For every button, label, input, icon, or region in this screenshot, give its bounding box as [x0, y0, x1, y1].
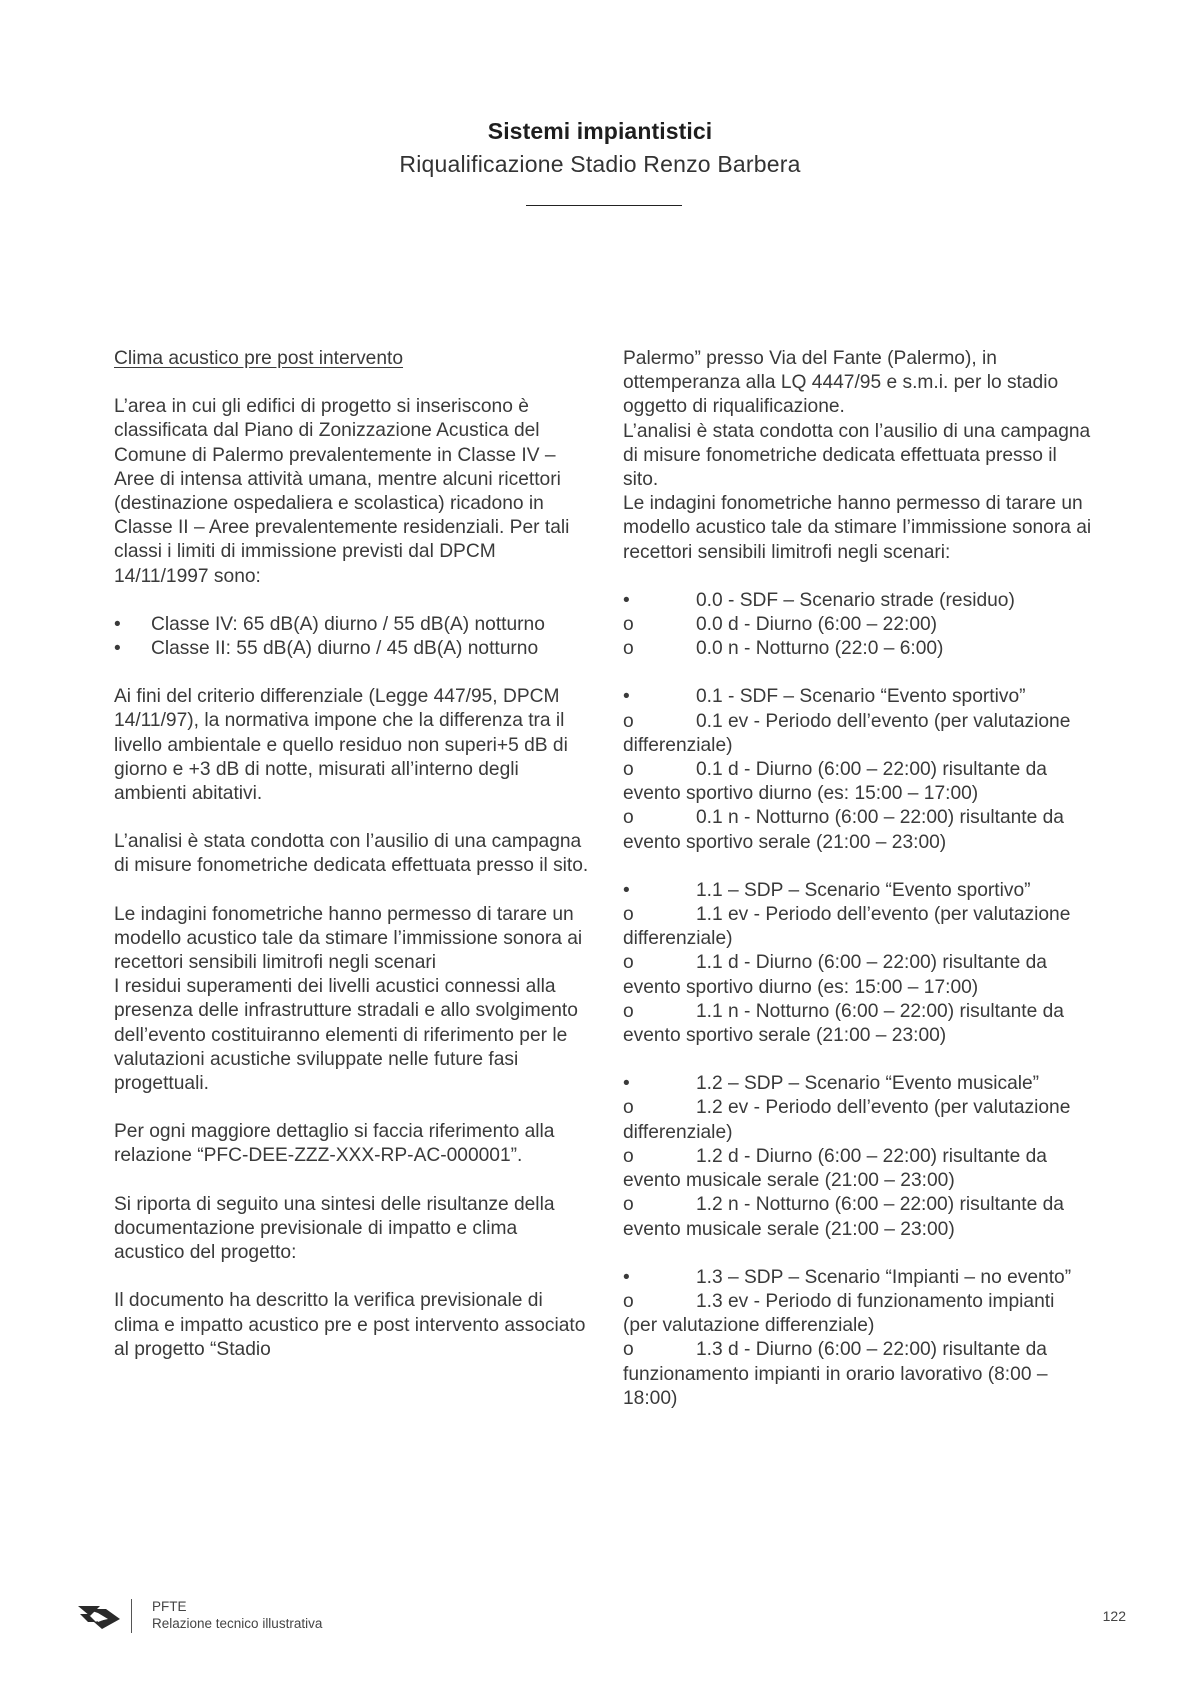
paragraph-model: Le indagini fonometriche hanno permesso di tarare un modello acustico tale da stimare l’immissione sonora ai recettori sensibili limitrofi negli scenari — [114, 903, 583, 974]
scenario-text: 1.2 ev - Periodo dell’evento (per valutazione differenziale) — [623, 1097, 1071, 1143]
scenario-line — [623, 903, 1093, 951]
scenario-line — [623, 685, 1093, 709]
paragraph-analysis-repeat: L’analisi è stata condotta con l’ausilio di una campagna di misure fonometriche dedicata effettuata presso il sito. — [623, 420, 1091, 491]
scenario-line — [623, 758, 1093, 806]
list-item-text: Classe II: 55 dB(A) diurno / 45 dB(A) notturno — [151, 638, 539, 660]
sub-bullet-mark: o — [623, 638, 634, 660]
class-limits-list — [114, 613, 592, 661]
scenario-text: 1.2 n - Notturno (6:00 – 22:00) risultante da evento musicale serale (21:00 – 23:00) — [623, 1194, 1064, 1240]
scenario-text: 0.0 n - Notturno (22:0 – 6:00) — [696, 638, 944, 660]
page-header — [0, 118, 1200, 178]
scenario-line — [623, 613, 1093, 637]
scenario-line — [623, 1145, 1093, 1193]
sub-bullet-mark: o — [623, 1145, 634, 1167]
scenario-text: 1.3 ev - Periodo di funzionamento impianti (per valutazione differenziale) — [623, 1290, 1055, 1337]
header-divider — [526, 205, 682, 206]
footer-doc-code: PFTE — [152, 1599, 187, 1614]
sub-bullet-mark: o — [623, 1290, 634, 1312]
page-title: Sistemi impiantistici — [487, 118, 713, 144]
sub-bullet-mark: o — [623, 952, 634, 974]
scenario-line — [623, 1290, 1093, 1338]
scenario-text: 1.3 d - Diurno (6:00 – 22:00) risultante da funzionamento impianti in orario lavorativo (8:00 – 18:00) — [623, 1339, 1048, 1409]
scenario-line — [623, 806, 1093, 854]
scenario-line — [623, 1072, 1093, 1096]
stadium-logo-icon — [76, 1600, 122, 1630]
scenario-line — [623, 1266, 1093, 1290]
scenario-text: 0.1 d - Diurno (6:00 – 22:00) risultante da evento sportivo diurno (es: 15:00 – 17:00) — [623, 759, 1047, 805]
scenario-line — [623, 879, 1093, 903]
footer-divider — [131, 1599, 132, 1633]
page-subtitle: Riqualificazione Stadio Renzo Barbera — [399, 151, 801, 177]
scenario-text: 1.2 d - Diurno (6:00 – 22:00) risultante da evento musicale serale (21:00 – 23:00) — [623, 1145, 1047, 1192]
bullet-mark: • — [623, 686, 630, 708]
scenario-line — [623, 1193, 1093, 1241]
sub-bullet-mark: o — [623, 710, 634, 732]
footer-doc-title: Relazione tecnico illustrativa — [152, 1616, 323, 1631]
paragraph-model-repeat: Le indagini fonometriche hanno permesso di tarare un modello acustico tale da stimare l’immissione sonora ai recettori sensibili limitrofi negli scenari: — [623, 493, 1092, 563]
left-column — [114, 347, 592, 1386]
scenario-line — [623, 1000, 1093, 1048]
sub-bullet-mark: o — [623, 1339, 634, 1361]
bullet-mark: • — [623, 589, 630, 611]
scenario-text: 1.1 d - Diurno (6:00 – 22:00) risultante da evento sportivo diurno (es: 15:00 – 17:00) — [623, 952, 1047, 998]
sub-bullet-mark: o — [623, 1194, 634, 1216]
scenario-text: 1.3 – SDP – Scenario “Impianti – no evento” — [696, 1266, 1072, 1288]
sub-bullet-mark: o — [623, 807, 634, 829]
bullet-mark: • — [623, 1073, 630, 1095]
paragraph-differential: Ai fini del criterio differenziale (Legge 447/95, DPCM 14/11/97), la normativa impone che la differenza tra il livello ambientale e quello residuo non superi+5 dB di giorno e +3 dB di notte, misurati all’interno degli ambienti abitativi. — [114, 686, 568, 805]
sub-bullet-mark: o — [623, 614, 634, 636]
footer-text — [152, 1598, 322, 1632]
sub-bullet-mark: o — [623, 759, 634, 781]
paragraph-reference: Per ogni maggiore dettaglio si faccia riferimento alla relazione “PFC-DEE-ZZZ-XXX-RP-AC-000001”. — [114, 1121, 555, 1167]
sub-bullet-mark: o — [623, 1097, 634, 1119]
scenario-text: 1.2 – SDP – Scenario “Evento musicale” — [696, 1073, 1040, 1095]
list-item-text: Classe IV: 65 dB(A) diurno / 55 dB(A) notturno — [151, 613, 545, 635]
scenario-text: 0.1 ev - Periodo dell’evento (per valutazione differenziale) — [623, 710, 1071, 756]
page-number: 122 — [1102, 1608, 1126, 1624]
scenario-line — [623, 637, 1093, 661]
paragraph-zoning: L’area in cui gli edifici di progetto si inseriscono è classificata dal Piano di Zonizzazione Acustica del Comune di Palermo prevalentemente in Classe IV – Aree di intensa attività umana, mentre alcuni ricettori (destinazione ospedaliera e scolastica) ricadono in Classe II – Aree prevalentemente residenziali. Per tali classi i limiti di immissione previsti dal DPCM 14/11/1997 sono: — [114, 396, 570, 587]
paragraph-continuation: Palermo” presso Via del Fante (Palermo), in ottemperanza alla LQ 4447/95 e s.m.i. per lo stadio oggetto di riqualificazione. — [623, 348, 1059, 418]
bullet-mark: • — [114, 638, 121, 660]
page-footer — [76, 1596, 1136, 1636]
paragraph-document: Il documento ha descritto la verifica previsionale di clima e impatto acustico pre e post intervento associato al progetto “Stadio — [114, 1290, 586, 1360]
scenario-text: 0.1 n - Notturno (6:00 – 22:00) risultante da evento sportivo serale (21:00 – 23:00) — [623, 807, 1064, 853]
list-item — [114, 613, 592, 637]
scenario-line — [623, 1096, 1093, 1144]
scenario-text: 1.1 – SDP – Scenario “Evento sportivo” — [696, 879, 1031, 901]
scenario-line — [623, 1338, 1093, 1411]
scenario-line — [623, 710, 1093, 758]
right-column — [623, 347, 1093, 1435]
scenario-text: 0.0 d - Diurno (6:00 – 22:00) — [696, 614, 938, 636]
scenario-group-1-3 — [623, 1266, 1093, 1411]
scenario-group-0-1 — [623, 685, 1093, 854]
scenario-text: 0.1 - SDF – Scenario “Evento sportivo” — [696, 686, 1026, 708]
scenario-text: 0.0 - SDF – Scenario strade (residuo) — [696, 589, 1015, 611]
scenario-text: 1.1 ev - Periodo dell’evento (per valutazione differenziale) — [623, 904, 1071, 950]
scenario-line — [623, 951, 1093, 999]
paragraph-summary: Si riporta di seguito una sintesi delle risultanze della documentazione previsionale di impatto e clima acustico del progetto: — [114, 1193, 555, 1264]
sub-bullet-mark: o — [623, 904, 634, 926]
bullet-mark: • — [623, 879, 630, 901]
scenario-text: 1.1 n - Notturno (6:00 – 22:00) risultante da evento sportivo serale (21:00 – 23:00) — [623, 1000, 1064, 1047]
scenario-line — [623, 589, 1093, 613]
bullet-mark: • — [623, 1266, 630, 1288]
section-title: Clima acustico pre post intervento — [114, 348, 404, 369]
list-item — [114, 637, 592, 661]
sub-bullet-mark: o — [623, 1000, 634, 1022]
paragraph-residuals: I residui superamenti dei livelli acustici connessi alla presenza delle infrastrutture stradali e allo svolgimento dell’evento costituiranno elementi di riferimento per le valutazioni acustiche sviluppate nelle future fasi progettuali. — [114, 976, 578, 1095]
bullet-mark: • — [114, 613, 121, 635]
paragraph-analysis: L’analisi è stata condotta con l’ausilio di una campagna di misure fonometriche dedicata effettuata presso il sito. — [114, 831, 589, 877]
scenario-group-1-1 — [623, 879, 1093, 1048]
scenario-group-1-2 — [623, 1072, 1093, 1241]
scenario-group-0-0 — [623, 589, 1093, 662]
